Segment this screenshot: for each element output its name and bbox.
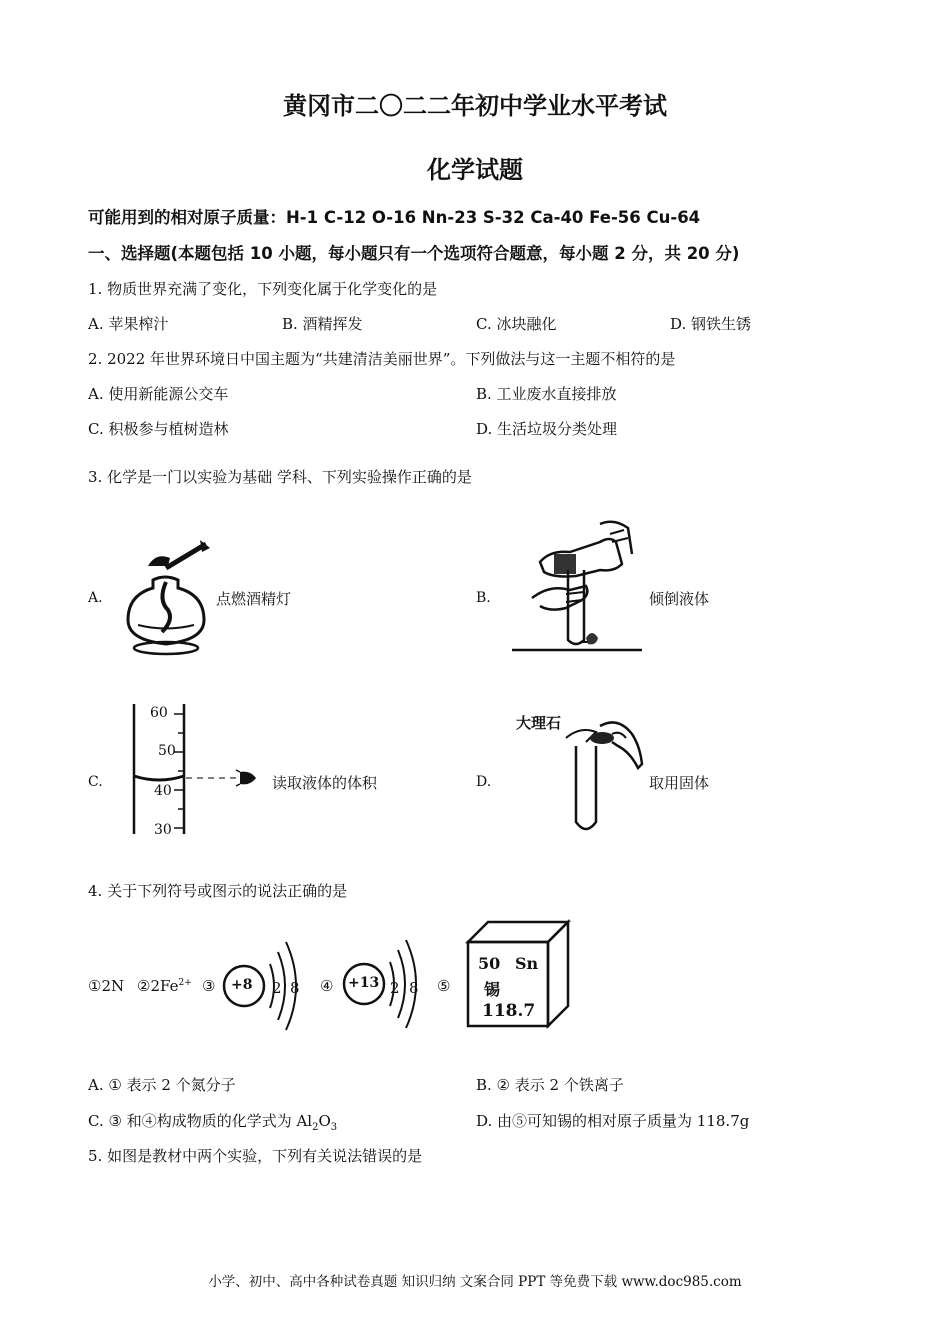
q2-option-a: A. 使用新能源公交车 — [88, 385, 229, 403]
q4-item-3: ③ — [202, 977, 216, 995]
q4-option-c: C. ③ 和④构成物质的化学式为 $Al_2O_3$ — [88, 1112, 338, 1133]
q1-option-c: C. 冰块融化 — [476, 315, 557, 333]
atom1-nucleus: +8 — [231, 977, 253, 993]
q4-option-d: D. 由⑤可知锡的相对原子质量为 118.7g — [476, 1112, 750, 1130]
q4-option-a: A. ① 表示 2 个氮分子 — [88, 1076, 236, 1094]
q1-option-a: A. 苹果榨汁 — [88, 315, 169, 333]
q3-option-b-letter: B. — [476, 590, 491, 606]
atom1-shell-1: 2 — [272, 979, 282, 997]
q3-stem: 3. 化学是一门以实验为基础 学科、下列实验操作正确的是 — [88, 468, 472, 486]
q2-option-d: D. 生活垃圾分类处理 — [476, 420, 618, 438]
element-number: 50 — [478, 954, 501, 973]
q2-option-b: B. 工业废水直接排放 — [476, 385, 617, 403]
q4-item-2: $②2Fe^{2+}$ — [137, 977, 192, 995]
q1-stem: 1. 物质世界充满了变化，下列变化属于化学变化的是 — [88, 280, 438, 298]
atom1-shell-2: 8 — [290, 979, 300, 997]
marble-label: 大理石 — [516, 714, 562, 732]
q4-stem: 4. 关于下列符号或图示的说法正确的是 — [88, 882, 348, 900]
q1-option-b: B. 酒精挥发 — [282, 315, 363, 333]
atom2-nucleus: +13 — [348, 975, 380, 991]
q4-item-1: ①2N — [88, 977, 125, 995]
pouring-liquid-image — [510, 512, 650, 657]
q5-stem: 5. 如图是教材中两个实验，下列有关说法错误的是 — [88, 1147, 423, 1165]
taking-solid-image — [560, 712, 650, 837]
q4-item-4: ④ — [320, 977, 334, 995]
cylinder-mark-60: 60 — [150, 705, 168, 721]
q3-option-c-letter: C. — [88, 774, 103, 790]
q3-option-c-text: 读取液体的体积 — [272, 774, 378, 792]
page-footer: 小学、初中、高中各种试卷真题 知识归纳 文案合同 PPT 等免费下载 www.doc985.com — [208, 1274, 742, 1290]
q4-option-b: B. ② 表示 2 个铁离子 — [476, 1076, 624, 1094]
page-title: 黄冈市二〇二二年初中学业水平考试 — [283, 92, 667, 120]
element-mass: 118.7 — [482, 1001, 536, 1021]
atomic-masses: 可能用到的相对原子质量：H-1 C-12 O-16 Nn-23 S-32 Ca-40 Fe-56 Cu-64 — [88, 208, 701, 227]
q2-stem: 2. 2022 年世界环境日中国主题为“共建清洁美丽世界”。下列做法与这一主题不相符的是 — [88, 350, 676, 368]
cylinder-mark-30: 30 — [154, 822, 172, 838]
q3-option-a-letter: A. — [88, 590, 103, 606]
q3-option-b-text: 倾倒液体 — [649, 590, 710, 608]
q3-option-d-text: 取用固体 — [649, 774, 710, 792]
q1-option-d: D. 钢铁生锈 — [670, 315, 752, 333]
q3-option-a-text: 点燃酒精灯 — [216, 590, 292, 608]
graduated-cylinder-image — [128, 700, 268, 840]
q3-option-d-letter: D. — [476, 774, 492, 790]
page-subtitle: 化学试题 — [427, 156, 523, 184]
q4-item-5: ⑤ — [437, 977, 451, 995]
alcohol-lamp-image — [118, 540, 213, 660]
element-name: 锡 — [484, 980, 501, 999]
section-heading: 一、选择题(本题包括 10 小题，每小题只有一个选项符合题意，每小题 2 分，共 20 分) — [88, 244, 740, 263]
atom2-shell-1: 2 — [390, 979, 400, 997]
cylinder-mark-50: 50 — [158, 743, 176, 759]
cylinder-mark-40: 40 — [154, 783, 172, 799]
atom2-shell-2: 8 — [409, 979, 419, 997]
q2-option-c: C. 积极参与植树造林 — [88, 420, 229, 438]
element-symbol: Sn — [515, 954, 539, 973]
